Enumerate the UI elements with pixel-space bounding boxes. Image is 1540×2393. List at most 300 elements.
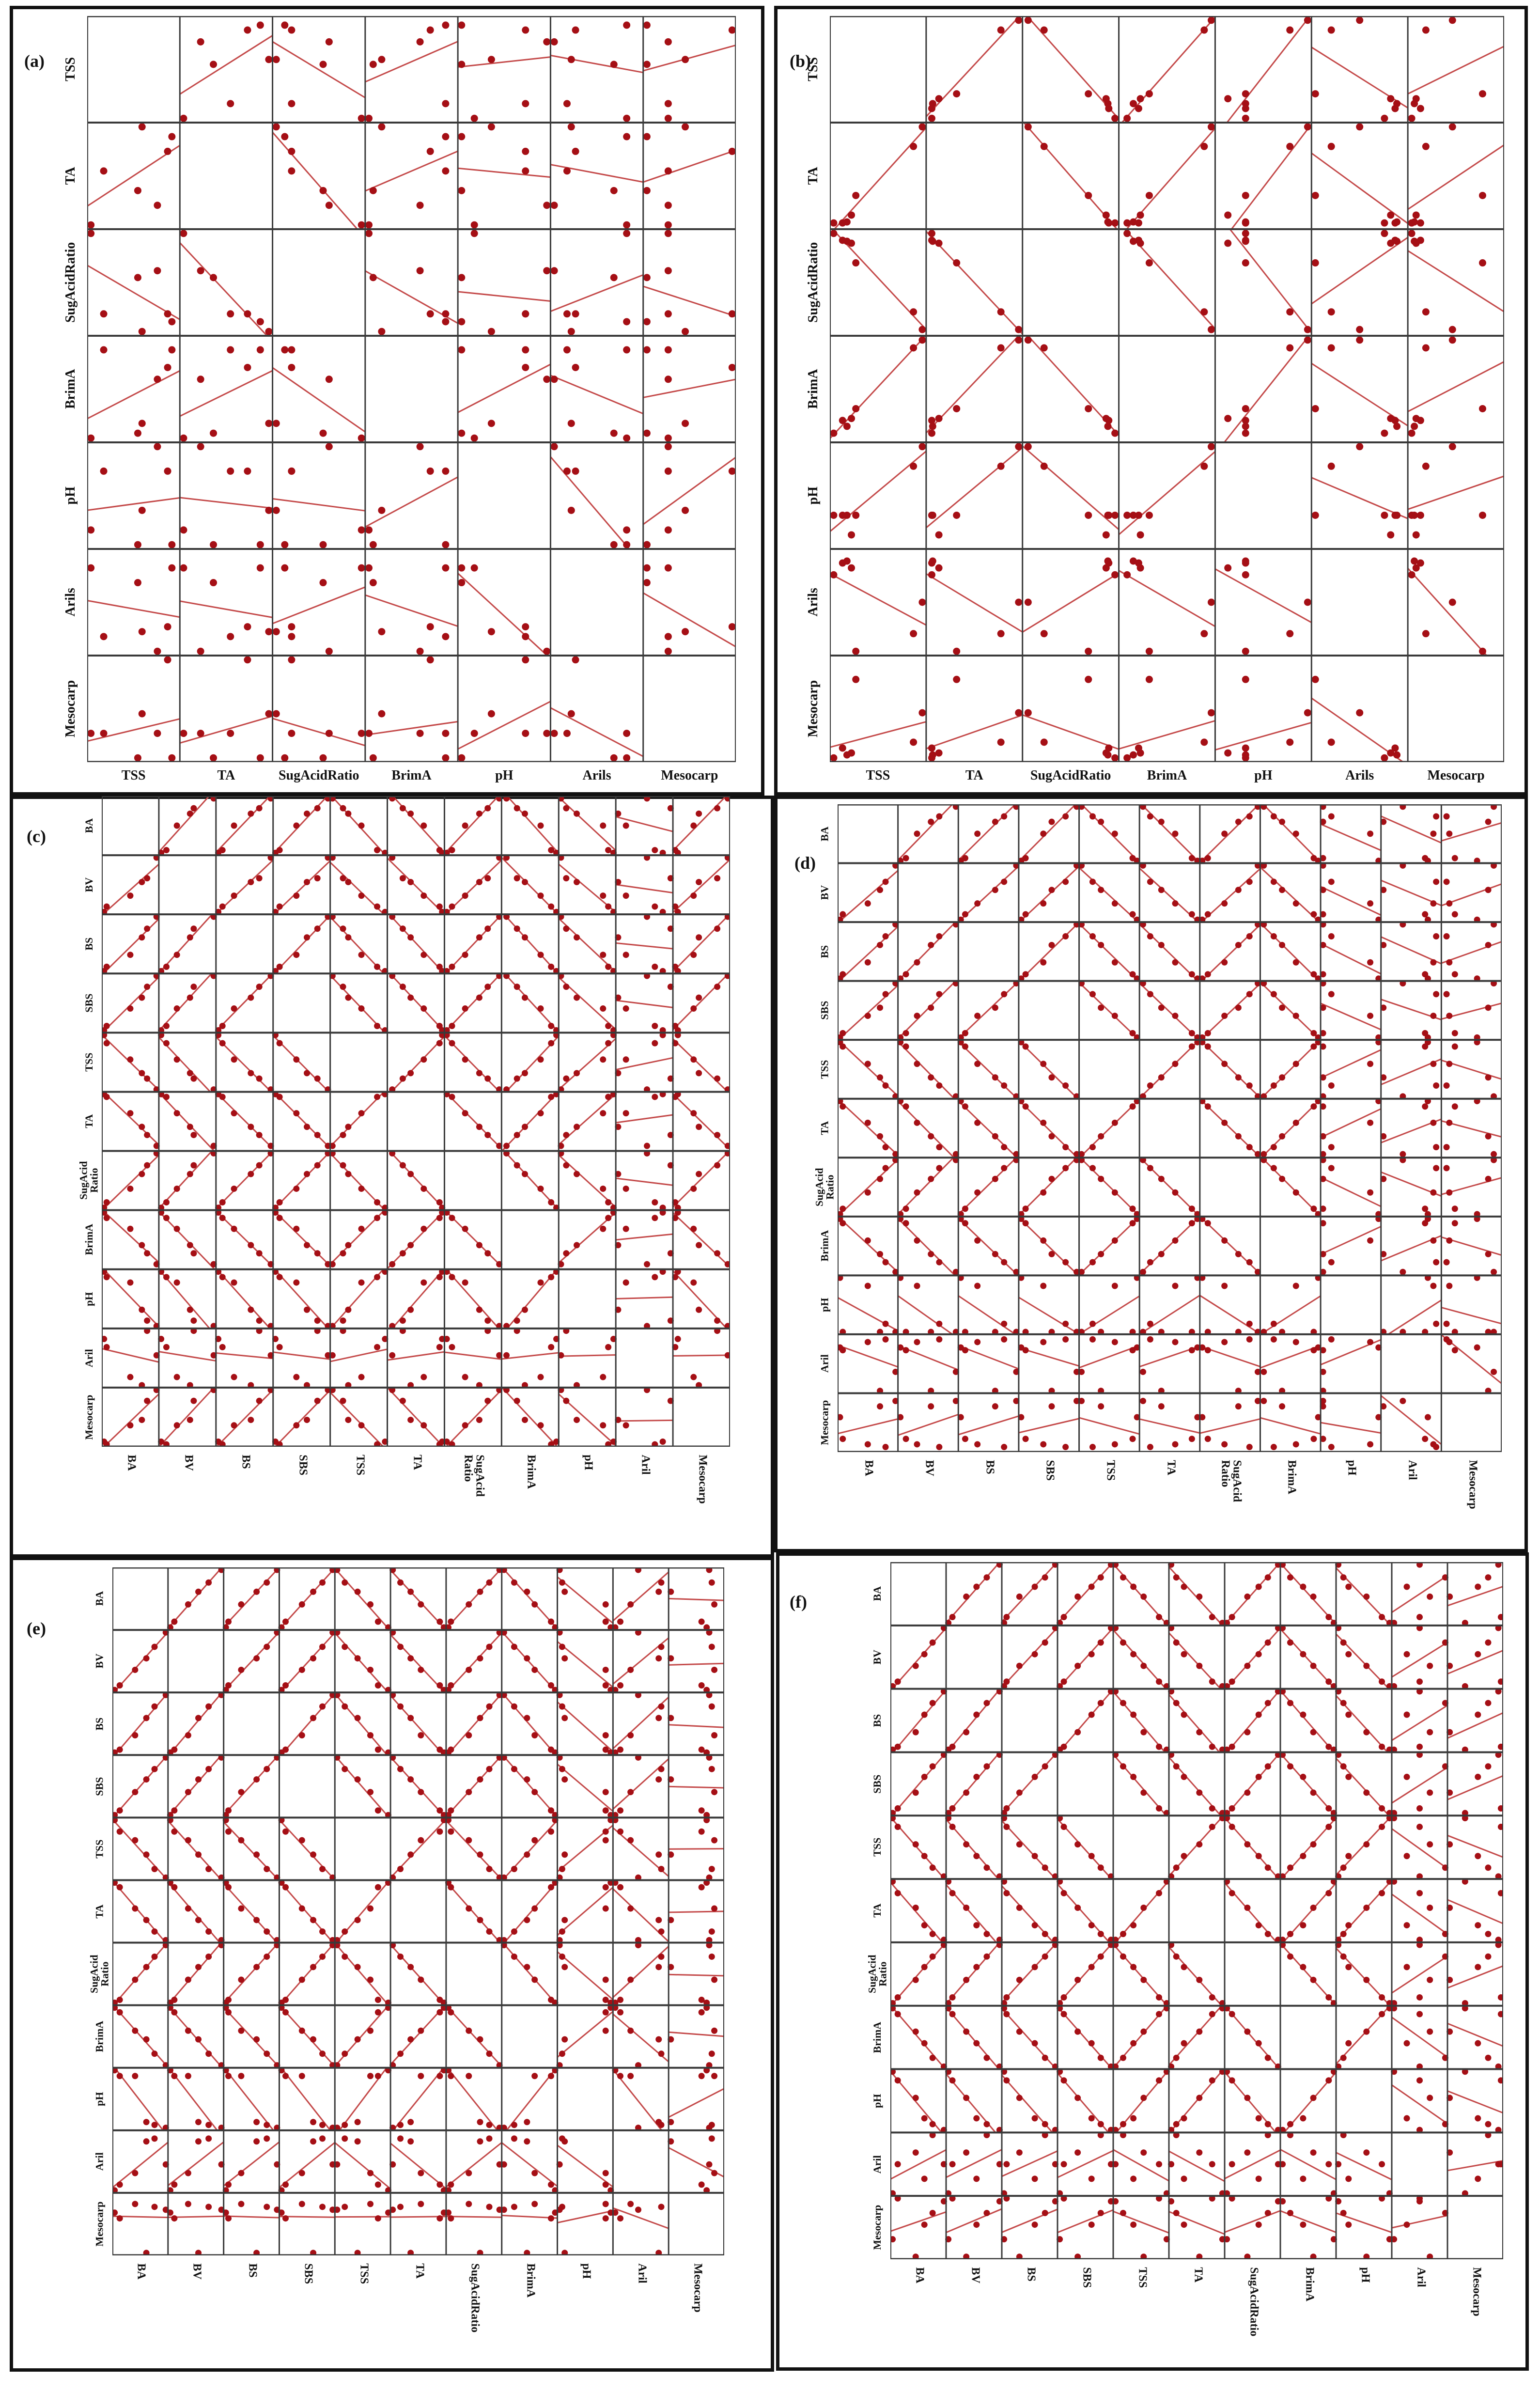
data-point (418, 2201, 424, 2207)
data-point (225, 2215, 232, 2221)
data-point (914, 1339, 920, 1345)
data-point (1042, 1574, 1048, 1580)
cell-SBS-vs-BA (890, 1752, 947, 1816)
data-point (345, 1307, 351, 1313)
cell-SugAcidRatio-vs-SBS (1018, 1157, 1080, 1218)
cell-BV-vs-TSS (1078, 862, 1140, 923)
cell-Aril-vs-SBS (279, 2135, 336, 2193)
data-point (1485, 887, 1492, 893)
data-point (665, 564, 672, 572)
data-point (921, 2040, 928, 2047)
cell-Aril-vs-BrimA (1279, 2132, 1337, 2196)
fit-line (159, 1093, 214, 1151)
data-point (1098, 887, 1104, 893)
data-point (104, 1274, 110, 1280)
data-point (340, 1132, 346, 1138)
data-point (572, 148, 579, 155)
data-point (197, 730, 204, 737)
fit-line (330, 1349, 388, 1361)
data-point (407, 2036, 414, 2043)
data-point (865, 1283, 871, 1289)
data-point (1363, 1841, 1369, 1847)
data-point (522, 633, 529, 640)
data-point (168, 564, 175, 572)
data-point (699, 1884, 705, 1891)
fit-line (159, 796, 209, 852)
data-point (1246, 813, 1253, 819)
data-point (1304, 16, 1311, 24)
data-point (1098, 1403, 1104, 1409)
data-point (1173, 1700, 1180, 1706)
data-point (1404, 1853, 1410, 1859)
cell-pH-vs-Arils (550, 443, 630, 549)
cell-TSS-vs-TA (1139, 1039, 1200, 1100)
data-point (623, 318, 630, 325)
data-point (963, 1977, 969, 1983)
data-point (682, 628, 689, 635)
data-point (1089, 2221, 1095, 2228)
data-point (418, 2073, 424, 2079)
row-label: TA (807, 123, 823, 229)
data-point (903, 855, 909, 861)
data-point (921, 2175, 928, 2182)
data-point (374, 964, 380, 970)
cell-BS-vs-TA (1139, 921, 1200, 982)
data-point (652, 1274, 658, 1280)
data-point (210, 61, 217, 68)
cell-SugAcidRatio-vs-SBS (272, 1150, 331, 1211)
cell-pH-vs-SBS (272, 1268, 331, 1329)
cell-BA-vs-TA (1140, 804, 1200, 864)
data-point (417, 202, 424, 209)
cell-BV-vs-BS (223, 1629, 280, 1693)
fit-line (458, 702, 550, 749)
data-point (1112, 959, 1118, 966)
fit-line (1392, 1894, 1447, 1934)
data-point (187, 1171, 193, 1177)
cell-BrimA-vs-pH (1335, 2005, 1393, 2069)
cell-BrimA-vs-Mesocarp (672, 1209, 730, 1267)
fit-line (1321, 943, 1381, 974)
data-point (436, 1747, 443, 1753)
data-point (256, 1132, 263, 1138)
cell-Aril-vs-TA (1139, 1336, 1200, 1394)
data-point (930, 1931, 936, 1937)
data-point (1356, 443, 1363, 450)
data-point (928, 1074, 934, 1080)
data-point (1089, 2175, 1095, 2182)
cell-SugAcidRatio-vs-Mesocarp (643, 230, 736, 335)
data-point (561, 2036, 568, 2043)
data-point (1433, 1259, 1439, 1266)
fit-line (274, 1092, 330, 1148)
data-point (848, 415, 855, 422)
data-point (1001, 1259, 1007, 1266)
data-point (227, 730, 234, 737)
data-point (471, 115, 478, 122)
data-point (561, 1964, 568, 1970)
data-point (265, 328, 272, 335)
cell-BA-vs-Aril (1380, 804, 1441, 864)
data-point (462, 1226, 468, 1232)
row-label: Mesocarp (820, 1393, 832, 1452)
data-point (458, 579, 465, 586)
data-point (1229, 1824, 1235, 1830)
data-point (830, 754, 837, 762)
data-point (1032, 1964, 1038, 1970)
data-point (1146, 192, 1153, 199)
data-point (511, 2135, 517, 2142)
data-point (367, 2028, 373, 2034)
data-point (154, 202, 161, 209)
data-point (257, 564, 264, 572)
data-point (418, 1789, 424, 1795)
cell-BS-vs-SBS (1018, 921, 1080, 982)
data-point (538, 1422, 544, 1428)
data-point (488, 420, 495, 427)
data-point (883, 878, 889, 885)
fit-line (458, 168, 550, 177)
data-point (195, 1715, 202, 1721)
data-point (930, 1700, 936, 1706)
data-point (1444, 813, 1450, 819)
row-label: SBS (820, 981, 832, 1040)
cell-SBS-vs-SugAcidRatio (1224, 1752, 1281, 1816)
fit-line (180, 601, 272, 618)
data-point (603, 2170, 609, 2176)
data-point (711, 2073, 717, 2079)
data-point (983, 1954, 990, 1960)
data-point (1444, 991, 1450, 997)
row-label: pH (820, 1275, 832, 1334)
data-point (1189, 855, 1195, 861)
data-point (163, 1023, 170, 1029)
data-point (913, 1663, 919, 1669)
data-point (531, 1789, 538, 1795)
data-point (1089, 1336, 1096, 1343)
data-point (486, 2122, 493, 2128)
cell-Mesocarp-vs-TSS (87, 656, 180, 761)
data-point (1146, 512, 1153, 519)
data-point (1293, 1120, 1299, 1126)
data-point (974, 1120, 980, 1126)
fit-line (458, 364, 550, 412)
data-point (1041, 738, 1048, 746)
cell-SugAcidRatio-vs-TSS (1112, 1942, 1170, 2006)
data-point (974, 1339, 980, 1345)
cell-BS-vs-Mesocarp (668, 1692, 724, 1756)
data-point (197, 38, 204, 46)
cell-TA-vs-TSS (830, 123, 926, 229)
data-point (1196, 2149, 1202, 2156)
data-point (1242, 751, 1249, 759)
data-point (1104, 751, 1111, 759)
data-point (418, 1837, 424, 1844)
data-point (1209, 1744, 1215, 1750)
data-point (895, 2011, 901, 2017)
data-point (1062, 1336, 1069, 1343)
cell-TA-vs-Mesocarp (643, 123, 736, 228)
data-point (895, 1744, 901, 1750)
data-point (1130, 1103, 1136, 1110)
data-point (1205, 1030, 1211, 1036)
data-point (139, 507, 146, 514)
cell-SugAcidRatio-vs-BA (112, 1942, 169, 2006)
data-point (205, 2122, 212, 2128)
data-point (1416, 1678, 1423, 1685)
data-point (1404, 1922, 1410, 1928)
data-point (282, 1682, 289, 1689)
data-point (205, 1928, 212, 1935)
data-point (655, 2036, 662, 2043)
data-point (1130, 219, 1137, 226)
data-point (1172, 1237, 1178, 1244)
cell-Mesocarp-vs-SBS (279, 2201, 336, 2255)
cell-BrimA-vs-BA (890, 2005, 947, 2069)
data-point (185, 1732, 191, 1738)
cell-SBS-vs-TA (1139, 980, 1200, 1041)
cell-BrimA-vs-TA (389, 2004, 447, 2068)
data-point (559, 1928, 565, 1935)
cell-pH-vs-Mesocarp (1408, 443, 1504, 538)
data-point (973, 1964, 980, 1970)
data-point (1404, 1774, 1410, 1780)
cell-TSS-vs-BrimA (1122, 16, 1215, 123)
data-point (448, 2009, 454, 2016)
data-point (1449, 16, 1456, 24)
cell-Aril-vs-SugAcidRatio (1199, 1336, 1261, 1394)
fit-line (279, 1820, 335, 1880)
cell-BV-vs-BA (890, 1625, 947, 1689)
data-point (304, 879, 310, 885)
cell-Aril-vs-SBS (1057, 2132, 1114, 2196)
data-point (273, 123, 280, 130)
fit-line (838, 1099, 898, 1155)
data-point (1042, 2055, 1048, 2061)
data-point (477, 2138, 483, 2144)
data-point (1120, 1954, 1126, 1960)
data-point (1156, 2077, 1162, 2083)
data-point (1123, 754, 1131, 762)
data-point (1422, 1205, 1428, 1212)
data-point (358, 1005, 365, 1012)
data-point (378, 507, 385, 514)
data-point (1112, 830, 1118, 837)
row-label: BrimA (820, 1217, 832, 1276)
data-point (658, 1928, 665, 1935)
data-point (538, 1374, 544, 1380)
cell-BS-vs-TSS (334, 1692, 391, 1756)
data-point (484, 925, 491, 932)
data-point (1074, 1594, 1081, 1600)
data-point (895, 1678, 901, 1685)
cell-BrimA-vs-SBS (272, 1209, 331, 1267)
data-point (370, 187, 377, 194)
data-point (561, 1589, 568, 1595)
data-point (910, 143, 917, 150)
data-point (690, 823, 697, 829)
data-point (185, 1789, 191, 1795)
data-point (151, 1643, 157, 1650)
data-point (1111, 219, 1119, 227)
data-point (462, 1374, 468, 1380)
data-point (1433, 1082, 1439, 1089)
data-point (1449, 336, 1456, 344)
data-point (1475, 2175, 1481, 2182)
data-point (1209, 1678, 1215, 1685)
data-point (326, 202, 333, 209)
cell-Arils-vs-BrimA (365, 564, 458, 655)
data-point (963, 1729, 969, 1736)
data-point (1379, 2011, 1385, 2017)
data-point (253, 2036, 260, 2043)
cell-BrimA-vs-TSS (87, 346, 180, 442)
data-point (1196, 1789, 1202, 1796)
data-point (205, 2204, 212, 2210)
data-point (548, 847, 554, 853)
cell-BV-vs-pH (558, 854, 616, 915)
data-point (1156, 1890, 1162, 1896)
data-point (1025, 599, 1032, 606)
cell-BV-vs-BS (958, 862, 1020, 923)
fit-line (389, 1151, 445, 1209)
data-point (992, 819, 998, 825)
row-label: SugAcid Ratio (89, 1950, 112, 1998)
data-point (397, 1866, 404, 1872)
data-point (407, 1851, 414, 1858)
data-point (340, 1317, 346, 1324)
data-point (180, 230, 187, 237)
cell-BA-vs-SugAcidRatio (1224, 1562, 1281, 1626)
data-point (563, 730, 571, 737)
cell-TSS-vs-TA (926, 16, 1022, 122)
fit-line (946, 1562, 1000, 1623)
data-point (171, 2073, 177, 2079)
data-point (1475, 1712, 1481, 1718)
cell-TA-vs-BrimA (1260, 1098, 1321, 1157)
row-label: BV (820, 863, 832, 923)
data-point (225, 2181, 232, 2188)
cell-Mesocarp-vs-BrimA (365, 656, 458, 761)
cell-Mesocarp-vs-Aril (612, 2201, 669, 2255)
data-point (1209, 2011, 1215, 2017)
data-point (563, 167, 571, 174)
fit-line (458, 292, 550, 301)
data-point (471, 221, 478, 229)
data-point (1452, 1030, 1458, 1036)
data-point (288, 346, 295, 354)
cell-TA-vs-BrimA (1279, 1878, 1337, 1943)
data-point (1310, 1905, 1317, 1911)
fit-line (1311, 237, 1408, 304)
fit-line (1019, 1041, 1078, 1099)
data-point (1040, 1061, 1046, 1067)
data-point (342, 2050, 348, 2057)
data-point (1452, 855, 1458, 861)
data-point (1246, 991, 1253, 997)
data-point (1416, 1614, 1423, 1620)
data-point (1181, 1583, 1187, 1590)
data-point (603, 2028, 609, 2034)
data-point (610, 274, 618, 281)
data-point (1393, 512, 1400, 519)
data-point (623, 1422, 629, 1428)
data-point (127, 1280, 133, 1286)
data-point (682, 328, 689, 335)
data-point (1130, 512, 1137, 519)
data-point (563, 875, 569, 881)
data-point (709, 1954, 715, 1960)
data-point (248, 811, 254, 817)
data-point (1205, 1103, 1211, 1110)
data-point (448, 1829, 454, 1835)
fit-line (390, 1635, 445, 1692)
data-point (1444, 1165, 1450, 1171)
data-point (1235, 1004, 1242, 1011)
data-point (458, 187, 465, 194)
data-point (1242, 744, 1249, 751)
data-point (1367, 830, 1373, 837)
data-point (462, 892, 468, 899)
data-point (1041, 630, 1048, 637)
data-point (417, 648, 424, 655)
data-point (610, 61, 618, 68)
cell-pH-vs-Aril (1380, 1275, 1441, 1335)
data-point (132, 1732, 138, 1738)
scatter-matrix-a (87, 16, 736, 762)
data-point (264, 1954, 270, 1960)
data-point (1256, 1583, 1262, 1590)
data-point (1229, 2077, 1235, 2083)
data-point (1196, 1841, 1202, 1847)
data-point (696, 995, 702, 1001)
data-point (180, 730, 187, 737)
cell-TSS-vs-SBS (279, 1817, 336, 1881)
data-point (511, 1643, 517, 1650)
data-point (1328, 878, 1335, 885)
cell-BrimA-vs-pH (1320, 1216, 1382, 1275)
data-point (610, 187, 618, 194)
data-point (617, 1884, 623, 1891)
data-point (992, 1176, 998, 1182)
cell-BS-vs-TSS (1078, 921, 1140, 982)
data-point (442, 167, 449, 174)
data-point (104, 904, 110, 910)
data-point (1221, 1120, 1228, 1126)
data-point (1200, 143, 1208, 150)
fit-line (103, 864, 159, 914)
data-point (180, 526, 187, 533)
data-point (1422, 27, 1430, 34)
data-point (559, 2050, 565, 2057)
data-point (299, 1837, 305, 1844)
data-point (1475, 1964, 1481, 1970)
data-point (1485, 1574, 1491, 1580)
fit-line (444, 796, 498, 854)
data-point (1235, 1251, 1242, 1257)
data-point (658, 1866, 665, 1872)
data-point (1205, 855, 1211, 861)
data-point (219, 904, 226, 910)
data-point (714, 875, 720, 881)
cell-BrimA-vs-SugAcidRatio (444, 1209, 502, 1267)
data-point (407, 1307, 414, 1313)
data-point (164, 623, 171, 630)
data-point (600, 823, 606, 829)
fit-line (273, 42, 365, 98)
data-point (928, 1004, 934, 1011)
cell-TA-vs-BV (945, 1878, 1003, 1943)
